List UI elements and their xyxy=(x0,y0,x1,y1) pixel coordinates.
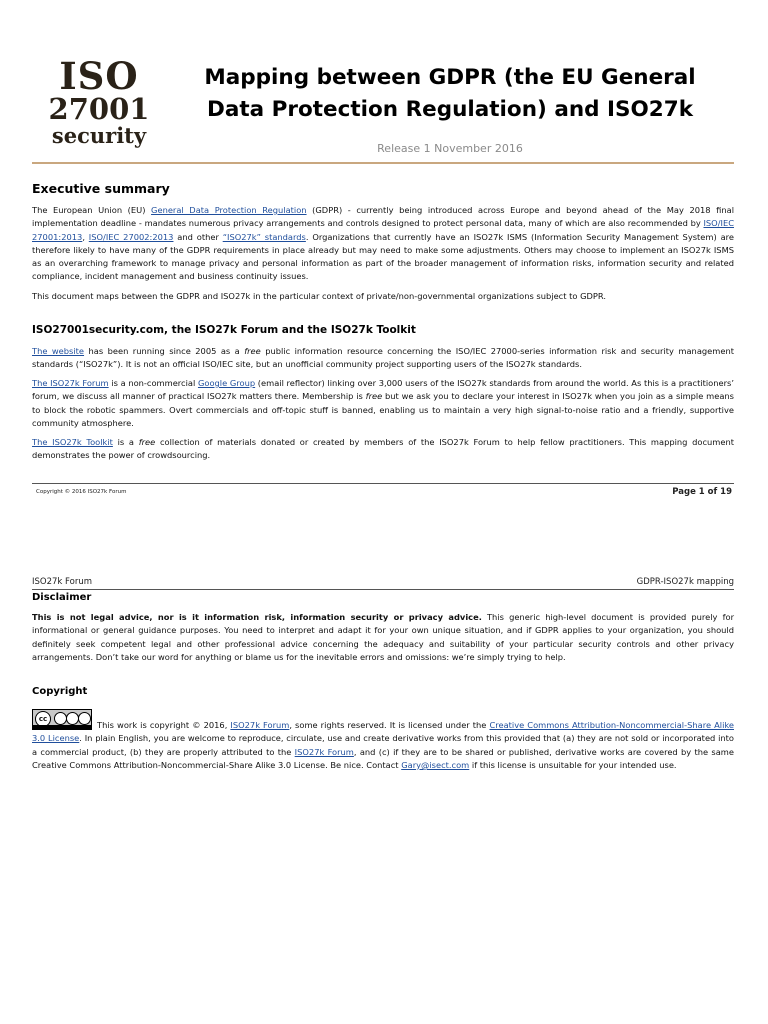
footer-copyright: Copyright © 2016 ISO27k Forum xyxy=(36,489,127,495)
website-paragraph: The website has been running since 2005 as a free public information resource concerning the ISO/IEC 27000-series information risk and security management standards (“ISO27k”). It is not an official ISO/IEC site, but an unofficial community project supporting users of the ISO27k standards. xyxy=(32,346,734,370)
document-title xyxy=(190,62,710,126)
footer-divider xyxy=(32,483,734,484)
iso27002-link[interactable]: ISO/IEC 27002:2013 xyxy=(88,231,174,242)
gdpr-link[interactable]: General Data Protection Regulation xyxy=(151,205,307,215)
logo-line-1: ISO xyxy=(59,54,139,98)
page2-header-right: GDPR-ISO27k mapping xyxy=(636,577,734,587)
document-scope-paragraph: This document maps between the GDPR and ISO27k in the particular context of private/non-governmental organizations subject to GDPR. xyxy=(32,291,607,301)
iso27k-toolkit-link[interactable]: The ISO27k Toolkit xyxy=(32,437,113,447)
copyright-forum-link[interactable]: ISO27k Forum xyxy=(230,720,290,730)
logo-line-3: security xyxy=(51,123,147,148)
contact-email-link[interactable]: Gary@isect.com xyxy=(401,759,470,770)
toolkit-paragraph: The ISO27k Toolkit is a free collection of materials donated or created by members of the ISO27k Forum to help fellow practitioners. This mapping document demonstrates the power of crowdsourcing. xyxy=(32,437,734,461)
forum-section-heading: ISO27001security.com, the ISO27k Forum and the ISO27k Toolkit xyxy=(32,324,416,336)
disclaimer-heading: Disclaimer xyxy=(32,592,92,603)
iso27001-security-logo xyxy=(40,54,158,148)
page2-header-divider xyxy=(32,589,734,590)
copyright-paragraph: cc This work is copyright © 2016, ISO27k Forum, some rights reserved. It is licensed under the Creative Commons Attribution-Noncommercial-Share Alike 3.0 License. In plain English, you are welcome to reproduce, circulate, use and create derivative works from this provided that (a) they are not sold or incorporated into a commercial product, (b) they are properly attributed to the ISO27k Forum, and (c) if they are to be shared or published, derivative works are covered by the same Creative Commons Attribution-Noncommercial-Share Alike 3.0 License. Be nice. Contact Gary@isect.com if this license is unsuitable for your intended use. xyxy=(32,709,734,772)
website-link[interactable]: The website xyxy=(32,346,85,356)
cc-license-link[interactable]: Creative Commons Attribution-Noncommercial-Share Alike 3.0 License xyxy=(32,720,734,744)
copyright-heading: Copyright xyxy=(32,686,88,697)
title-line-2: Data Protection Regulation) and ISO27k xyxy=(207,97,693,122)
attribution-forum-link[interactable]: ISO27k Forum xyxy=(294,746,354,757)
executive-summary-paragraph: The European Union (EU) General Data Protection Regulation (GDPR) - currently being introduced across Europe and beyond ahead of the May 2018 final implementation deadline - mandates numerous privacy arrangements and controls designed to protect personal data, many of which are also recommended by ISO/IEC 27001:2013, ISO/IEC 27002:2013 and other “ISO27k” standards. Organizations that currently have an ISO27k ISMS (Information Security Management System) are therefore likely to have many of the GDPR requirements in place already but may need to make some adjustments. Others may choose to implement an ISO27k ISMS as an overarching framework to manage privacy and personal information as part of the broader management of information risks, information security and related compliance, incident management and business continuity issues. xyxy=(32,205,735,282)
iso27001-link[interactable]: ISO/IEC 27001:2013 xyxy=(32,218,734,242)
disclaimer-paragraph: This is not legal advice, nor is it information risk, information security or privacy advice. This generic high-level document is provided purely for informational or general guidance purposes. You need to interpret and adapt it for your own unique situation, and if GDPR applies to your organization, you should definitely seek competent legal and other professional advice concerning the adequacy and suitability of your particular security controls and other privacy arrangements. Don’t take our word for anything or blame us for the inevitable errors and omissions: we’re simply trying to help. xyxy=(32,612,734,662)
release-info: Release 1 November 2016 xyxy=(377,142,523,155)
title-line-1: Mapping between GDPR (the EU General xyxy=(204,65,696,90)
page2-header-left: ISO27k Forum xyxy=(32,577,92,587)
executive-summary-heading: Executive summary xyxy=(32,181,170,196)
logo-line-2: 27001 xyxy=(48,92,150,126)
page-number: Page 1 of 19 xyxy=(672,487,732,497)
google-group-link[interactable]: Google Group xyxy=(197,378,256,388)
header-divider xyxy=(32,162,734,164)
creative-commons-badge-icon: cc xyxy=(32,709,92,730)
forum-paragraph: The ISO27k Forum is a non-commercial Google Group (email reflector) linking over 3,000 users of the ISO27k standards from around the world. As this is a practitioners’ forum, we discuss all manner of practical ISO27k matters there. Membership is free but we ask you to declare your interest in ISO27k when you join as a simple means to block the robotic spammers. Overt commercials and off-topic stuff is banned, enabling us to maintain a very high signal-to-noise ratio and a friendly, supportive community atmosphere. xyxy=(32,378,734,428)
iso27k-standards-link[interactable]: “ISO27k” standards xyxy=(222,231,306,242)
iso27k-forum-link[interactable]: The ISO27k Forum xyxy=(32,378,109,388)
